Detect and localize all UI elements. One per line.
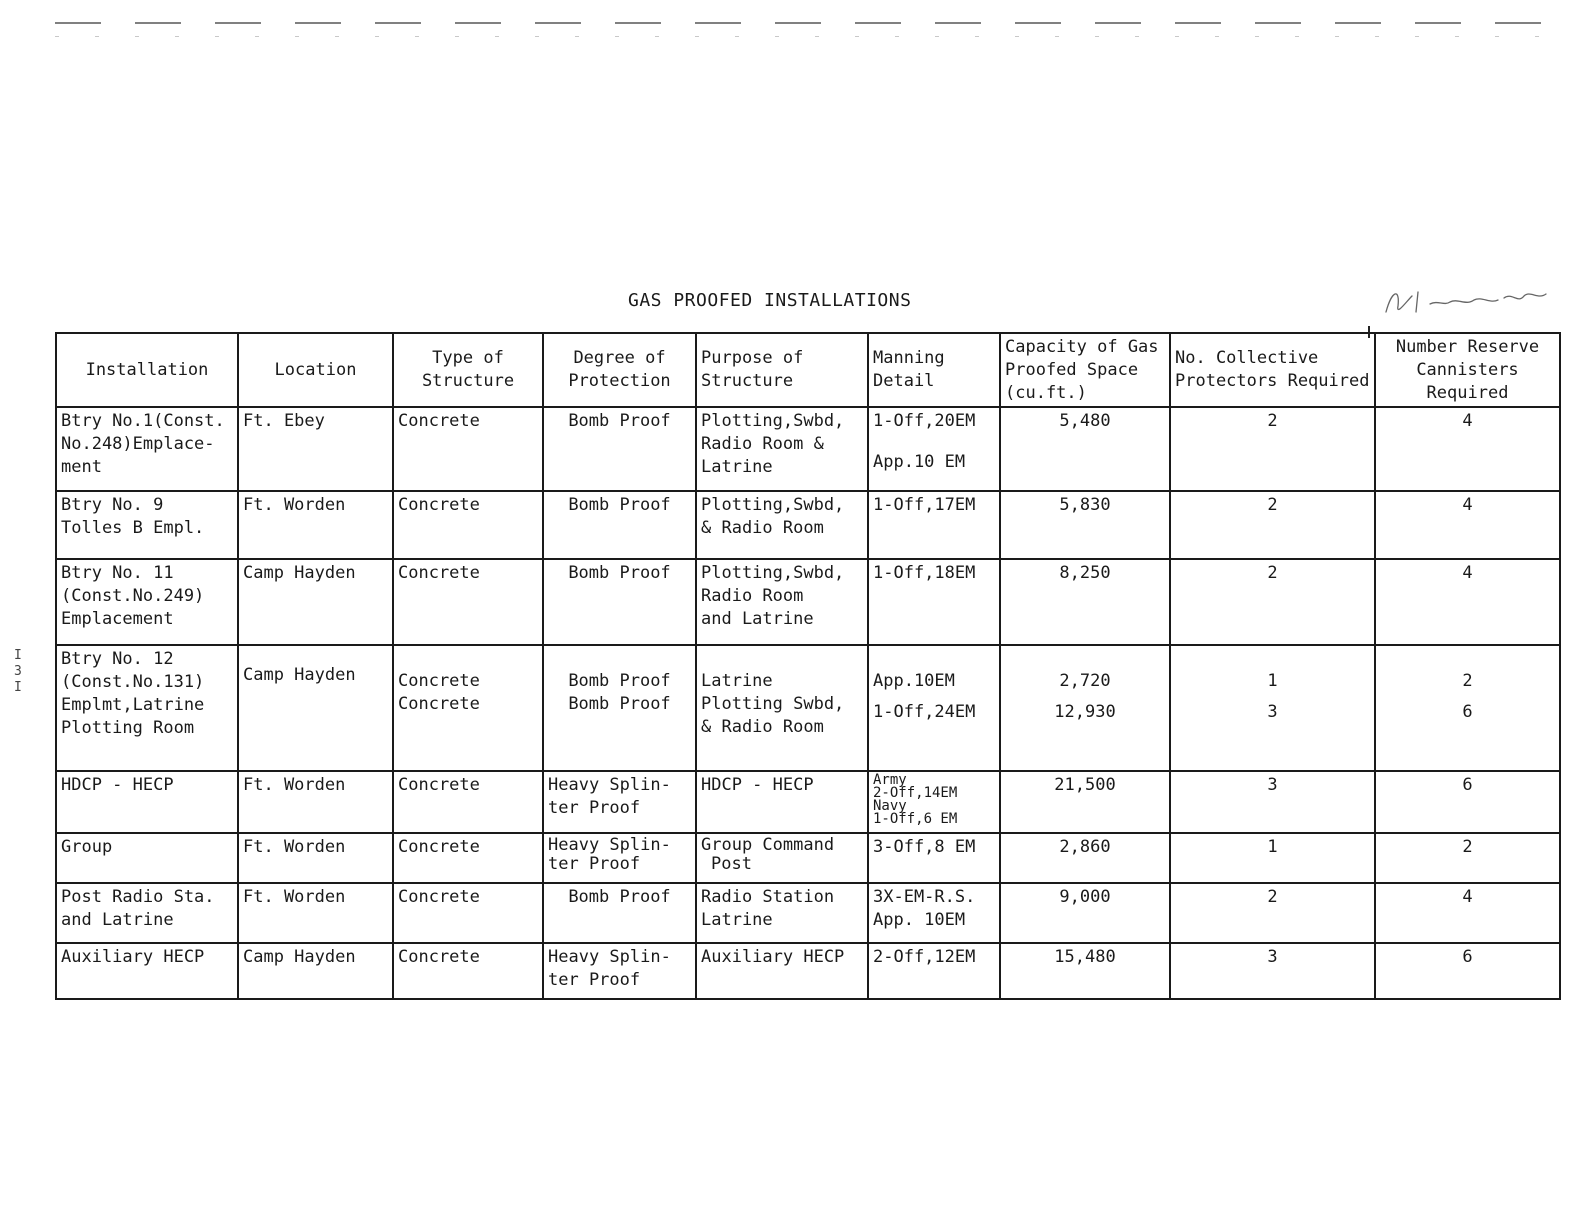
installation-line: Tolles B Empl.: [61, 518, 205, 538]
cell-protectors: [1170, 883, 1375, 943]
manning-line: 1-Off,6 EM: [873, 811, 958, 827]
header-purpose-of-structure: Purpose of Structure: [696, 333, 868, 407]
installation-line: Btry No. 12: [61, 649, 174, 669]
cell-location: Ft. Worden: [238, 883, 393, 943]
cell-capacity: [1000, 491, 1170, 559]
table-row: [56, 559, 1560, 645]
purpose-line: Plotting,Swbd,: [701, 495, 845, 515]
table-row: [56, 491, 1560, 559]
cell-manning: [868, 771, 1000, 833]
protection-line: Bomb Proof: [568, 671, 671, 691]
protectors-value: 2: [1267, 495, 1278, 515]
cell-installation: [56, 491, 238, 559]
manning-spacer: [873, 693, 995, 701]
cannisters-value: 4: [1462, 411, 1473, 431]
cell-installation: [56, 771, 238, 833]
table-row: [56, 943, 1560, 999]
cell-cannisters: [1375, 491, 1560, 559]
cell-protectors: [1170, 559, 1375, 645]
cannisters-spacer: [1380, 693, 1555, 701]
table-row: [56, 771, 1560, 833]
table-header-row: [56, 333, 1560, 407]
cell-structure: [393, 407, 543, 491]
installation-line: Plotting Room: [61, 718, 195, 738]
purpose-line: and Latrine: [701, 609, 814, 629]
structure-line: Concrete: [398, 563, 480, 583]
cell-capacity: [1000, 833, 1170, 883]
cell-location: Ft. Worden: [238, 833, 393, 883]
table-row: [56, 407, 1560, 491]
cell-cannisters: [1375, 771, 1560, 833]
cannisters-value: 4: [1462, 887, 1473, 907]
cell-purpose: [696, 833, 868, 883]
capacity-value: 15,480: [1054, 947, 1116, 967]
installation-line: Emplmt,Latrine: [61, 695, 205, 715]
header-manning-detail: Manning Detail: [868, 333, 1000, 407]
protectors-value: 1: [1267, 671, 1278, 691]
purpose-line: Latrine: [701, 671, 773, 691]
installation-line: (Const.No.131): [61, 672, 205, 692]
cell-structure: [393, 883, 543, 943]
cannisters-value: 2: [1462, 837, 1473, 857]
cell-installation: [56, 407, 238, 491]
cell-manning: [868, 645, 1000, 771]
installation-line: No.248)Emplace-: [61, 434, 215, 454]
protection-line: Bomb Proof: [568, 495, 671, 515]
purpose-line: Plotting Swbd,: [701, 694, 845, 714]
installation-line: Emplacement: [61, 609, 174, 629]
cell-installation: [56, 645, 238, 771]
manning-line: 2-Off,14EM: [873, 785, 958, 801]
purpose-line: & Radio Room: [701, 518, 824, 538]
cell-installation: [56, 883, 238, 943]
capacity-value: 21,500: [1054, 775, 1116, 795]
header-dot-rule: [55, 36, 1545, 37]
manning-line: 2-Off,12EM: [873, 947, 976, 967]
manning-spacer: [873, 433, 995, 451]
capacity-value: 12,930: [1054, 702, 1116, 722]
manning-line: App.10EM: [873, 671, 955, 691]
cell-capacity: [1000, 645, 1170, 771]
cell-purpose: [696, 943, 868, 999]
header-reserve-cannisters: Number Reserve Cannisters Required: [1375, 333, 1560, 407]
cell-cannisters: [1375, 833, 1560, 883]
cell-protectors: [1170, 645, 1375, 771]
installation-line: and Latrine: [61, 910, 174, 930]
cell-structure: [393, 943, 543, 999]
cell-structure: [393, 833, 543, 883]
header-dash-rule: [55, 22, 1545, 24]
header-degree-of-protection: Degree of Protection: [543, 333, 696, 407]
cannisters-value: 4: [1462, 495, 1473, 515]
cell-manning: [868, 407, 1000, 491]
gas-proofed-installations-table: [55, 332, 1561, 1000]
protectors-value: 2: [1267, 887, 1278, 907]
protectors-value: 3: [1267, 702, 1278, 722]
capacity-value: 5,830: [1059, 495, 1111, 515]
protectors-value: 3: [1267, 947, 1278, 967]
location-value: Camp Hayden: [243, 665, 356, 685]
protectors-spacer: [1175, 693, 1370, 701]
structure-line: Concrete: [398, 495, 480, 515]
cell-purpose: [696, 883, 868, 943]
structure-line: Concrete: [398, 947, 480, 967]
manning-line: 1-Off,18EM: [873, 563, 976, 583]
purpose-line: Group Command: [701, 835, 835, 855]
manning-line: App. 10EM: [873, 910, 966, 930]
cell-structure: [393, 645, 543, 771]
margin-page-marks: I 3 I: [14, 648, 22, 695]
cell-protection: [543, 771, 696, 833]
installation-line: Btry No. 9: [61, 495, 164, 515]
installation-line: Group: [61, 837, 113, 857]
installation-line: Btry No. 11: [61, 563, 174, 583]
cannisters-value: 6: [1462, 702, 1473, 722]
capacity-value: 5,480: [1059, 411, 1111, 431]
cell-protectors: [1170, 491, 1375, 559]
manning-line: App.10 EM: [873, 452, 966, 472]
cell-capacity: [1000, 943, 1170, 999]
cell-cannisters: [1375, 943, 1560, 999]
manning-line: 1-Off,24EM: [873, 702, 976, 722]
protectors-value: 1: [1267, 837, 1278, 857]
cell-location: Ft. Ebey: [238, 407, 393, 491]
cannisters-value: 2: [1462, 671, 1473, 691]
manning-line: Army: [873, 772, 907, 788]
purpose-line: Radio Station: [701, 887, 835, 907]
table-row: [56, 833, 1560, 883]
cell-cannisters: [1375, 645, 1560, 771]
cell-manning: [868, 491, 1000, 559]
manning-line: 1-Off,20EM: [873, 411, 976, 431]
cell-purpose: [696, 771, 868, 833]
cell-purpose: [696, 645, 868, 771]
cannisters-value: 4: [1462, 563, 1473, 583]
cannisters-value: 6: [1462, 775, 1473, 795]
cell-protectors: [1170, 833, 1375, 883]
cell-purpose: [696, 491, 868, 559]
protection-line: Bomb Proof: [568, 411, 671, 431]
cell-installation: [56, 833, 238, 883]
header-capacity: Capacity of Gas Proofed Space (cu.ft.): [1000, 333, 1170, 407]
protection-line: ter Proof: [548, 970, 641, 990]
capacity-value: 9,000: [1059, 887, 1111, 907]
installation-line: Auxiliary HECP: [61, 947, 205, 967]
protection-line: Heavy Splin-: [548, 775, 671, 795]
cell-protection: [543, 833, 696, 883]
protection-line: ter Proof: [548, 854, 641, 874]
structure-line: Concrete: [398, 411, 480, 431]
document-title: GAS PROOFED INSTALLATIONS: [628, 290, 912, 311]
cell-location: [238, 645, 393, 771]
cell-protection: [543, 559, 696, 645]
cell-purpose: [696, 559, 868, 645]
purpose-line: & Radio Room: [701, 717, 824, 737]
cell-location: Ft. Worden: [238, 771, 393, 833]
structure-line: Concrete: [398, 775, 480, 795]
protectors-value: 2: [1267, 411, 1278, 431]
cell-protection: [543, 883, 696, 943]
header-type-of-structure: Type of Structure: [393, 333, 543, 407]
manning-line: 3-Off,8 EM: [873, 837, 976, 857]
cell-capacity: [1000, 407, 1170, 491]
cell-manning: [868, 943, 1000, 999]
cell-purpose: [696, 407, 868, 491]
cell-installation: [56, 943, 238, 999]
manning-line: 3X-EM-R.S.: [873, 887, 976, 907]
structure-line: Concrete: [398, 887, 480, 907]
cell-location: Ft. Worden: [238, 491, 393, 559]
purpose-line: Latrine: [701, 910, 773, 930]
purpose-line: HDCP - HECP: [701, 775, 814, 795]
cannisters-value: 6: [1462, 947, 1473, 967]
cell-manning: [868, 833, 1000, 883]
protectors-value: 3: [1267, 775, 1278, 795]
protection-line: Bomb Proof: [568, 694, 671, 714]
installation-line: ment: [61, 457, 102, 477]
capacity-value: 8,250: [1059, 563, 1111, 583]
cell-cannisters: [1375, 559, 1560, 645]
cell-capacity: [1000, 771, 1170, 833]
installation-line: Btry No.1(Const.: [61, 411, 225, 431]
protectors-value: 2: [1267, 563, 1278, 583]
protection-line: Bomb Proof: [568, 887, 671, 907]
protection-line: ter Proof: [548, 798, 641, 818]
cell-protection: [543, 645, 696, 771]
table-row: [56, 645, 1560, 771]
cell-location: Camp Hayden: [238, 559, 393, 645]
table-row: [56, 883, 1560, 943]
manning-line: Navy: [873, 798, 907, 814]
cell-structure: [393, 491, 543, 559]
purpose-line: Plotting,Swbd,: [701, 563, 845, 583]
cell-structure: [393, 771, 543, 833]
cell-installation: [56, 559, 238, 645]
capacity-value: 2,860: [1059, 837, 1111, 857]
capacity-spacer: [1005, 693, 1165, 701]
cell-protectors: [1170, 771, 1375, 833]
installation-line: Post Radio Sta.: [61, 887, 215, 907]
cell-protection: [543, 407, 696, 491]
protection-line: Bomb Proof: [568, 563, 671, 583]
structure-line: Concrete: [398, 694, 480, 714]
purpose-line: Radio Room: [701, 586, 804, 606]
header-collective-protectors: No. Collective Protectors Required: [1170, 333, 1375, 407]
header-location: Location: [238, 333, 393, 407]
structure-line: Concrete: [398, 671, 480, 691]
cell-protectors: [1170, 943, 1375, 999]
handwritten-signature: [1378, 282, 1558, 322]
purpose-line: Auxiliary HECP: [701, 947, 845, 967]
cell-protectors: [1170, 407, 1375, 491]
cell-protection: [543, 491, 696, 559]
cell-manning: [868, 883, 1000, 943]
installation-line: (Const.No.249): [61, 586, 205, 606]
cell-structure: [393, 559, 543, 645]
cell-protection: [543, 943, 696, 999]
cell-manning: [868, 559, 1000, 645]
purpose-line: Plotting,Swbd,: [701, 411, 845, 431]
cell-capacity: [1000, 883, 1170, 943]
cell-location: Camp Hayden: [238, 943, 393, 999]
cell-cannisters: [1375, 883, 1560, 943]
purpose-line: Radio Room &: [701, 434, 824, 454]
header-installation: Installation: [56, 333, 238, 407]
structure-line: Concrete: [398, 837, 480, 857]
cell-cannisters: [1375, 407, 1560, 491]
purpose-line: Latrine: [701, 457, 773, 477]
protection-line: Heavy Splin-: [548, 947, 671, 967]
manning-line: 1-Off,17EM: [873, 495, 976, 515]
capacity-value: 2,720: [1059, 671, 1111, 691]
protection-line: Heavy Splin-: [548, 835, 671, 855]
installation-line: HDCP - HECP: [61, 775, 174, 795]
cell-capacity: [1000, 559, 1170, 645]
purpose-line: Post: [711, 854, 752, 874]
